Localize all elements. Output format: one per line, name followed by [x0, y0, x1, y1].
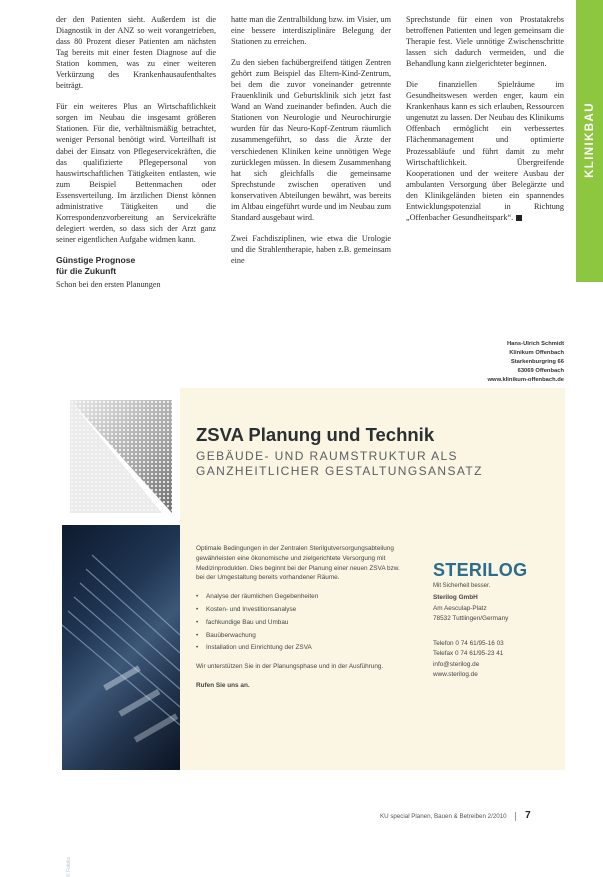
end-mark-icon [516, 215, 522, 221]
footer-divider [515, 812, 516, 821]
article-column-3 [406, 14, 564, 233]
list-item: • Analyse der räumlichen Gegebenheiten [196, 592, 406, 602]
list-item: • Kosten- und Investitionsanalyse [196, 605, 406, 615]
company-fax: Telefax 0 74 61/95-23 41 [433, 650, 504, 657]
author-name: Hans-Ulrich Schmidt [506, 341, 564, 347]
list-item: • fachkundige Bau und Umbau [196, 618, 406, 628]
article-column-2 [231, 14, 391, 276]
list-item: • Installation und Einrichtung der ZSVA [196, 643, 406, 653]
company-street: Am Aesculap-Platz [433, 604, 487, 612]
company-web[interactable]: www.sterilog.de [433, 671, 478, 678]
page-footer [380, 810, 580, 821]
page-number: 7 [525, 810, 531, 821]
paragraph: hatte man die Zentralbildung bzw. im Visier, um eine bessere interdisziplinäre Belegung der Stationen zu erreichen. [231, 15, 391, 47]
author-block [440, 340, 564, 385]
ad-service-list [196, 592, 406, 653]
section-tab [576, 0, 603, 282]
sterilog-logo [433, 560, 553, 589]
paragraph [406, 79, 564, 223]
photo-credit: © Fotolia [66, 856, 72, 877]
paragraph: Schon bei den ersten Planungen [56, 279, 161, 289]
subheading: für die Zukunft [56, 265, 117, 276]
ad-title: ZSVA Planung und Technik [196, 424, 435, 445]
ad-body [196, 544, 406, 700]
company-email[interactable]: info@sterilog.de [433, 660, 480, 668]
author-street: Starkenburgring 66 [510, 359, 564, 365]
ad-photo [62, 525, 180, 877]
brand-tagline: Mit Sicherheit besser. [433, 583, 491, 589]
publication-name: KU special Planen, Bauen & Betreiben 2/2010 [380, 813, 507, 820]
paragraph: Zu den sieben fachübergreifend tätigen Zentren gehört zum Beispiel das Eltern-Kind-Zentrum, bei dem die zuvor voneinander getrennte Frauenklinik und Geburtsklinik sich jetzt fast Wand an Wand zueinander befinden. Auch die Stationen von Neurologie und Neurochirurgie wurden für das Neuro-Kopf-Zentrum räumlich zusammengeführt, so dass die Ärzte der verschiedenen Kliniken keine unnötigen Wege zurücklegen müssen. In diesem Zusammenhang hat sich gleichfalls die gemeinsame Sprechstunde zwischen operativen und konservativen Abteilungen bewährt, was bereits im Altbau eingeführt wurde und im Neubau zum Standard ausgebaut wird. [231, 58, 391, 222]
list-item: • Bauüberwachung [196, 631, 406, 641]
ad-subtitle-line: GANZHEITLICHER GESTALTUNGSANSATZ [196, 464, 483, 478]
paragraph: der den Patienten sieht. Außerdem ist die Diagnostik in der ANZ so weit vorangetrieben, dass 80 Prozent dieser Patienten am nächsten Tag bereits mit einer festen Diagnose auf die Station kommen, was zu einer weiteren Verkürzung des Krankenhausaufenthaltes beiträgt. [56, 15, 216, 91]
company-phone: Telefon 0 74 61/95-16 03 [433, 639, 504, 647]
article-column-1 [56, 14, 216, 300]
section-tab-label: KLINIKBAU [583, 102, 596, 178]
author-city: 63069 Offenbach [517, 368, 564, 374]
ad-subtitle [196, 449, 483, 479]
paragraph: Zwei Fachdisziplinen, wie etwa die Urologie und die Strahlentherapie, haben z.B. gemeinsam eine [231, 233, 391, 265]
paragraph-text: Die finanziellen Spielräume im Gesundheitswesen werden enger, kaum ein Krankenhaus kann es sich erlauben, Ressourcen ungenutzt zu lassen. Der Neubau des Klinikums Offenbach ermöglicht ein verbessertes Flächenmanagement und optimierte Prozessabläufe und führt damit zu mehr Wirtschaftlichkeit. Übergreifende Kooperationen und der weitere Ausbau der ambulanten Versorgung über Belegärzte und den Klinikgeländen bieten ein spannendes Entwicklungspotenzial in Richtung „Offenbacher Gesundheitspark“. [406, 80, 564, 222]
ad-contact [433, 593, 553, 681]
subheading: Günstige Prognose [56, 254, 136, 265]
ad-subtitle-line: GEBÄUDE- UND RAUMSTRUKTUR ALS [196, 449, 458, 463]
author-url[interactable]: www.klinikum-offenbach.de [487, 377, 564, 383]
ad-outro: Wir unterstützen Sie in der Planungsphase und in der Ausführung. [196, 663, 384, 671]
paragraph: Für ein weiteres Plus an Wirtschaftlichkeit sorgen im Neubau die insgesamt größeren Stationen. Für die, verhältnismäßig betrachtet, weniger Personal benötigt wird. Vorteilhaft ist dabei der Einsatz von Pflegeservicekräften, die das qualifizierte Pflegepersonal von hauswirtschaftlichen Tätigkeiten entlasten, wie zum Beispiel Bettenmachen oder Essensverteilung. Im ärztlichen Dienst können administrative Tätigkeiten und die Korrespondenzvorbereitung an Servicekräfte delegiert werden, so dass sich der Arzt ganz seiner eigentlichen Aufgabe widmen kann. [56, 102, 216, 244]
paragraph: Sprechstunde für einen von Prostatakrebs betroffenen Patienten und legen gemeinsam die Therapie fest. Viele unnötige Zwischenschritte lassen sich dadurch vermeiden, und die Behandlung kann zielgerichteter beginnen. [406, 15, 564, 69]
ad-cta: Rufen Sie uns an. [196, 681, 250, 689]
author-org: Klinikum Offenbach [509, 350, 564, 356]
ad-intro: Optimale Bedingungen in der Zentralen Sterilgutversorgungsabteilung gewährleisten eine ökonomische und zielgerichtete Versorgung mit Medizinprodukten. Dies beginnt bei der Planung einer neuen ZSVA bzw. bei der Umgestaltung bereits vorhandener Räume. [196, 545, 400, 582]
company-name: Sterilog GmbH [433, 594, 478, 601]
company-city: 78532 Tuttlingen/Germany [433, 615, 509, 622]
brand-name: STERILOG [433, 560, 528, 580]
triangle-logo-icon [62, 388, 180, 525]
